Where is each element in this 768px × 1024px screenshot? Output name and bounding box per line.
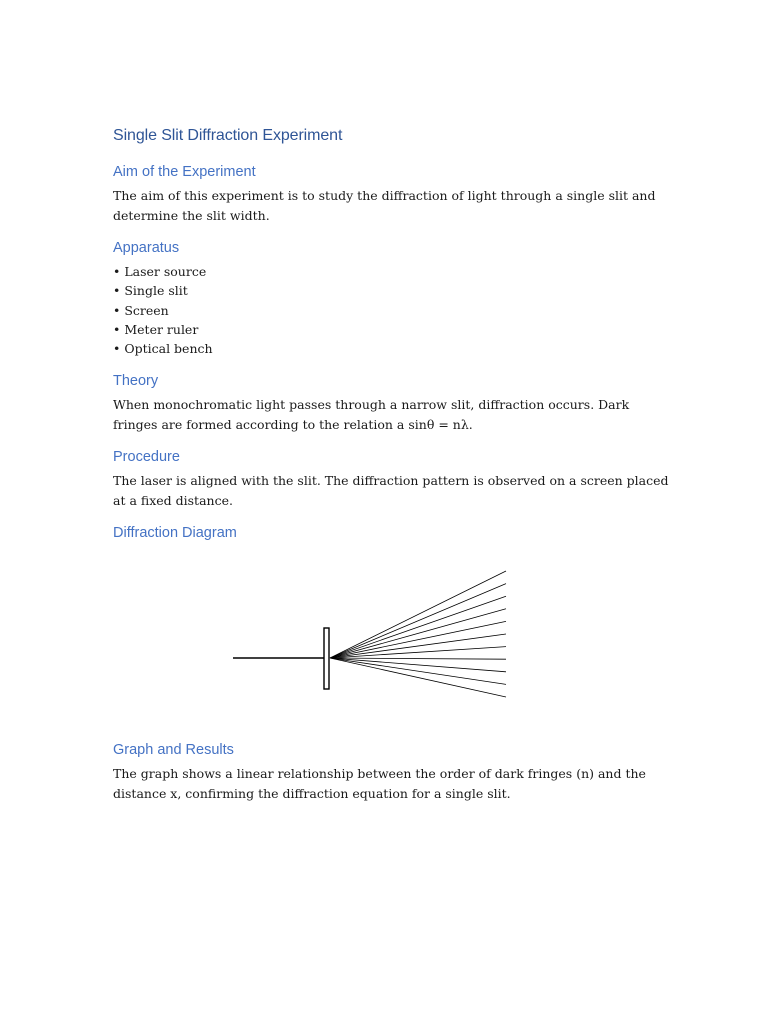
diffraction-diagram-svg [113, 547, 673, 732]
diffraction-ray [330, 658, 506, 659]
diffraction-ray [330, 571, 506, 658]
diffraction-rays [330, 571, 506, 697]
aim-heading: Aim of the Experiment [113, 164, 256, 180]
document-page [113, 125, 673, 816]
apparatus-item: • Meter ruler [113, 321, 199, 337]
diffraction-ray [330, 658, 506, 697]
apparatus-list [113, 262, 673, 358]
apparatus-heading: Apparatus [113, 240, 180, 256]
apparatus-item: • Laser source [113, 264, 207, 279]
apparatus-item: • Optical bench [113, 341, 213, 357]
diffraction-ray [330, 658, 506, 684]
procedure-text: The laser is aligned with the slit. The diffraction pattern is observed on a screen placed at a fixed distance. [113, 473, 669, 508]
results-heading: Graph and Results [113, 742, 234, 759]
diffraction-ray [330, 609, 506, 658]
diffraction-ray [330, 584, 506, 658]
results-text: The graph shows a linear relationship between the order of dark fringes (n) and the distance x, confirming the diffraction equation for a single slit. [113, 766, 646, 801]
diffraction-ray [330, 658, 506, 672]
diffraction-diagram [113, 547, 673, 732]
procedure-heading: Procedure [113, 449, 180, 466]
slit-barrier [324, 628, 329, 689]
diagram-heading: Diffraction Diagram [113, 525, 237, 542]
theory-text: When monochromatic light passes through a narrow slit, diffraction occurs. Dark fringes are formed according to the relation a sinθ = nλ. [113, 397, 630, 432]
apparatus-item: • Screen [113, 302, 169, 318]
document-title: Single Slit Diffraction Experiment [113, 127, 343, 144]
diffraction-ray [330, 634, 506, 658]
theory-heading: Theory [113, 373, 159, 390]
apparatus-item: • Single slit [113, 283, 188, 299]
aim-text: The aim of this experiment is to study the diffraction of light through a single slit and determine the slit width. [113, 188, 656, 223]
